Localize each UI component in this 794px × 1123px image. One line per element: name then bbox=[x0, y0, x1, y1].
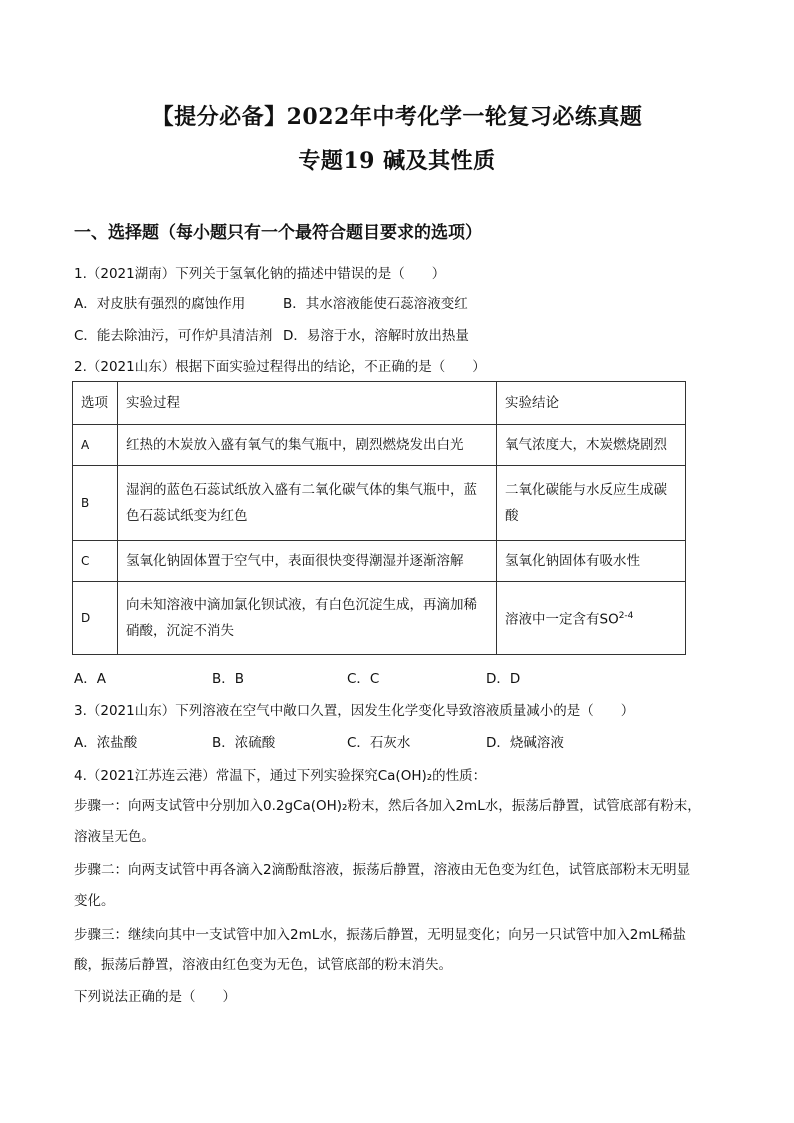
q2-stem: 2.（2021山东）根据下面实验过程得出的结论，不正确的是（ ） bbox=[74, 359, 486, 375]
q1-option-c: C．能去除油污，可作炉具清洁剂 bbox=[74, 328, 273, 344]
table-cell-conclusion: 二氧化碳能与水反应生成碳酸 bbox=[497, 466, 686, 541]
table-cell-process: 氢氧化钠固体置于空气中，表面很快变得潮湿并逐渐溶解 bbox=[118, 541, 497, 582]
q2-option-d: D．D bbox=[486, 671, 521, 687]
q1-option-a: A．对皮肤有强烈的腐蚀作用 bbox=[74, 296, 246, 312]
q1-stem: 1.（2021湖南）下列关于氢氧化钠的描述中错误的是（ ） bbox=[74, 266, 446, 282]
document-subtitle: 专题19 碱及其性质 bbox=[298, 148, 496, 174]
table-header-row bbox=[73, 382, 686, 425]
table-cell-conclusion bbox=[497, 582, 686, 655]
table-cell-option: D bbox=[73, 582, 118, 655]
table-header-cell: 实验过程 bbox=[118, 382, 497, 425]
q1-option-b: B．其水溶液能使石蕊溶液变红 bbox=[283, 296, 468, 312]
table-header-cell: 实验结论 bbox=[497, 382, 686, 425]
q4-step2-line1: 步骤二：向两支试管中再各滴入2滴酚酞溶液，振荡后静置，溶液由无色变为红色，试管底部粉末无明显 bbox=[74, 862, 691, 878]
q3-stem: 3.（2021山东）下列溶液在空气中敞口久置，因发生化学变化导致溶液质量减小的是（ ） bbox=[74, 703, 635, 719]
q2-option-b: B．B bbox=[212, 671, 245, 687]
q4-step1-line2: 溶液呈无色。 bbox=[74, 829, 155, 845]
table-cell-option: C bbox=[73, 541, 118, 582]
q4-question: 下列说法正确的是（ ） bbox=[74, 989, 236, 1005]
table-row bbox=[73, 541, 686, 582]
q3-option-d: D．烧碱溶液 bbox=[486, 735, 564, 751]
q3-option-a: A．浓盐酸 bbox=[74, 735, 138, 751]
table-cell-option: B bbox=[73, 466, 118, 541]
table-cell-process: 湿润的蓝色石蕊试纸放入盛有二氧化碳气体的集气瓶中，蓝色石蕊试纸变为红色 bbox=[118, 466, 497, 541]
table-cell-option: A bbox=[73, 425, 118, 466]
table-cell-conclusion: 氢氧化钠固体有吸水性 bbox=[497, 541, 686, 582]
table-row bbox=[73, 582, 686, 655]
table-cell-process: 向未知溶液中滴加氯化钡试液，有白色沉淀生成，再滴加稀硝酸，沉淀不消失 bbox=[118, 582, 497, 655]
q4-step2-line2: 变化。 bbox=[74, 893, 115, 909]
conclusion-text: 溶液中一定含有SO bbox=[505, 611, 619, 628]
q4-stem: 4.（2021江苏连云港）常温下，通过下列实验探究Ca(OH)₂的性质： bbox=[74, 768, 487, 784]
document-title: 【提分必备】2022年中考化学一轮复习必练真题 bbox=[151, 104, 643, 130]
q2-option-c: C．C bbox=[347, 671, 380, 687]
q4-step3-line1: 步骤三：继续向其中一支试管中加入2mL水，振荡后静置，无明显变化；向另一只试管中加入2mL稀盐 bbox=[74, 927, 687, 943]
q3-option-c: C．石灰水 bbox=[347, 735, 411, 751]
table-cell-process: 红热的木炭放入盛有氧气的集气瓶中，剧烈燃烧发出白光 bbox=[118, 425, 497, 466]
q3-option-b: B．浓硫酸 bbox=[212, 735, 276, 751]
table-header-cell: 选项 bbox=[73, 382, 118, 425]
table-row bbox=[73, 466, 686, 541]
q2-option-a: A．A bbox=[74, 671, 106, 687]
table-cell-conclusion: 氧气浓度大，木炭燃烧剧烈 bbox=[497, 425, 686, 466]
q1-option-d: D．易溶于水，溶解时放出热量 bbox=[283, 328, 469, 344]
experiment-table bbox=[72, 381, 686, 655]
table-row bbox=[73, 425, 686, 466]
section-heading: 一、选择题（每小题只有一个最符合题目要求的选项） bbox=[74, 223, 482, 243]
sulfate-charge: 2-4 bbox=[618, 611, 634, 622]
q4-step1-line1: 步骤一：向两支试管中分别加入0.2gCa(OH)₂粉末，然后各加入2mL水，振荡后静置，试管底部有粉末， bbox=[74, 798, 701, 814]
q4-step3-line2: 酸，振荡后静置，溶液由红色变为无色，试管底部的粉末消失。 bbox=[74, 957, 452, 973]
